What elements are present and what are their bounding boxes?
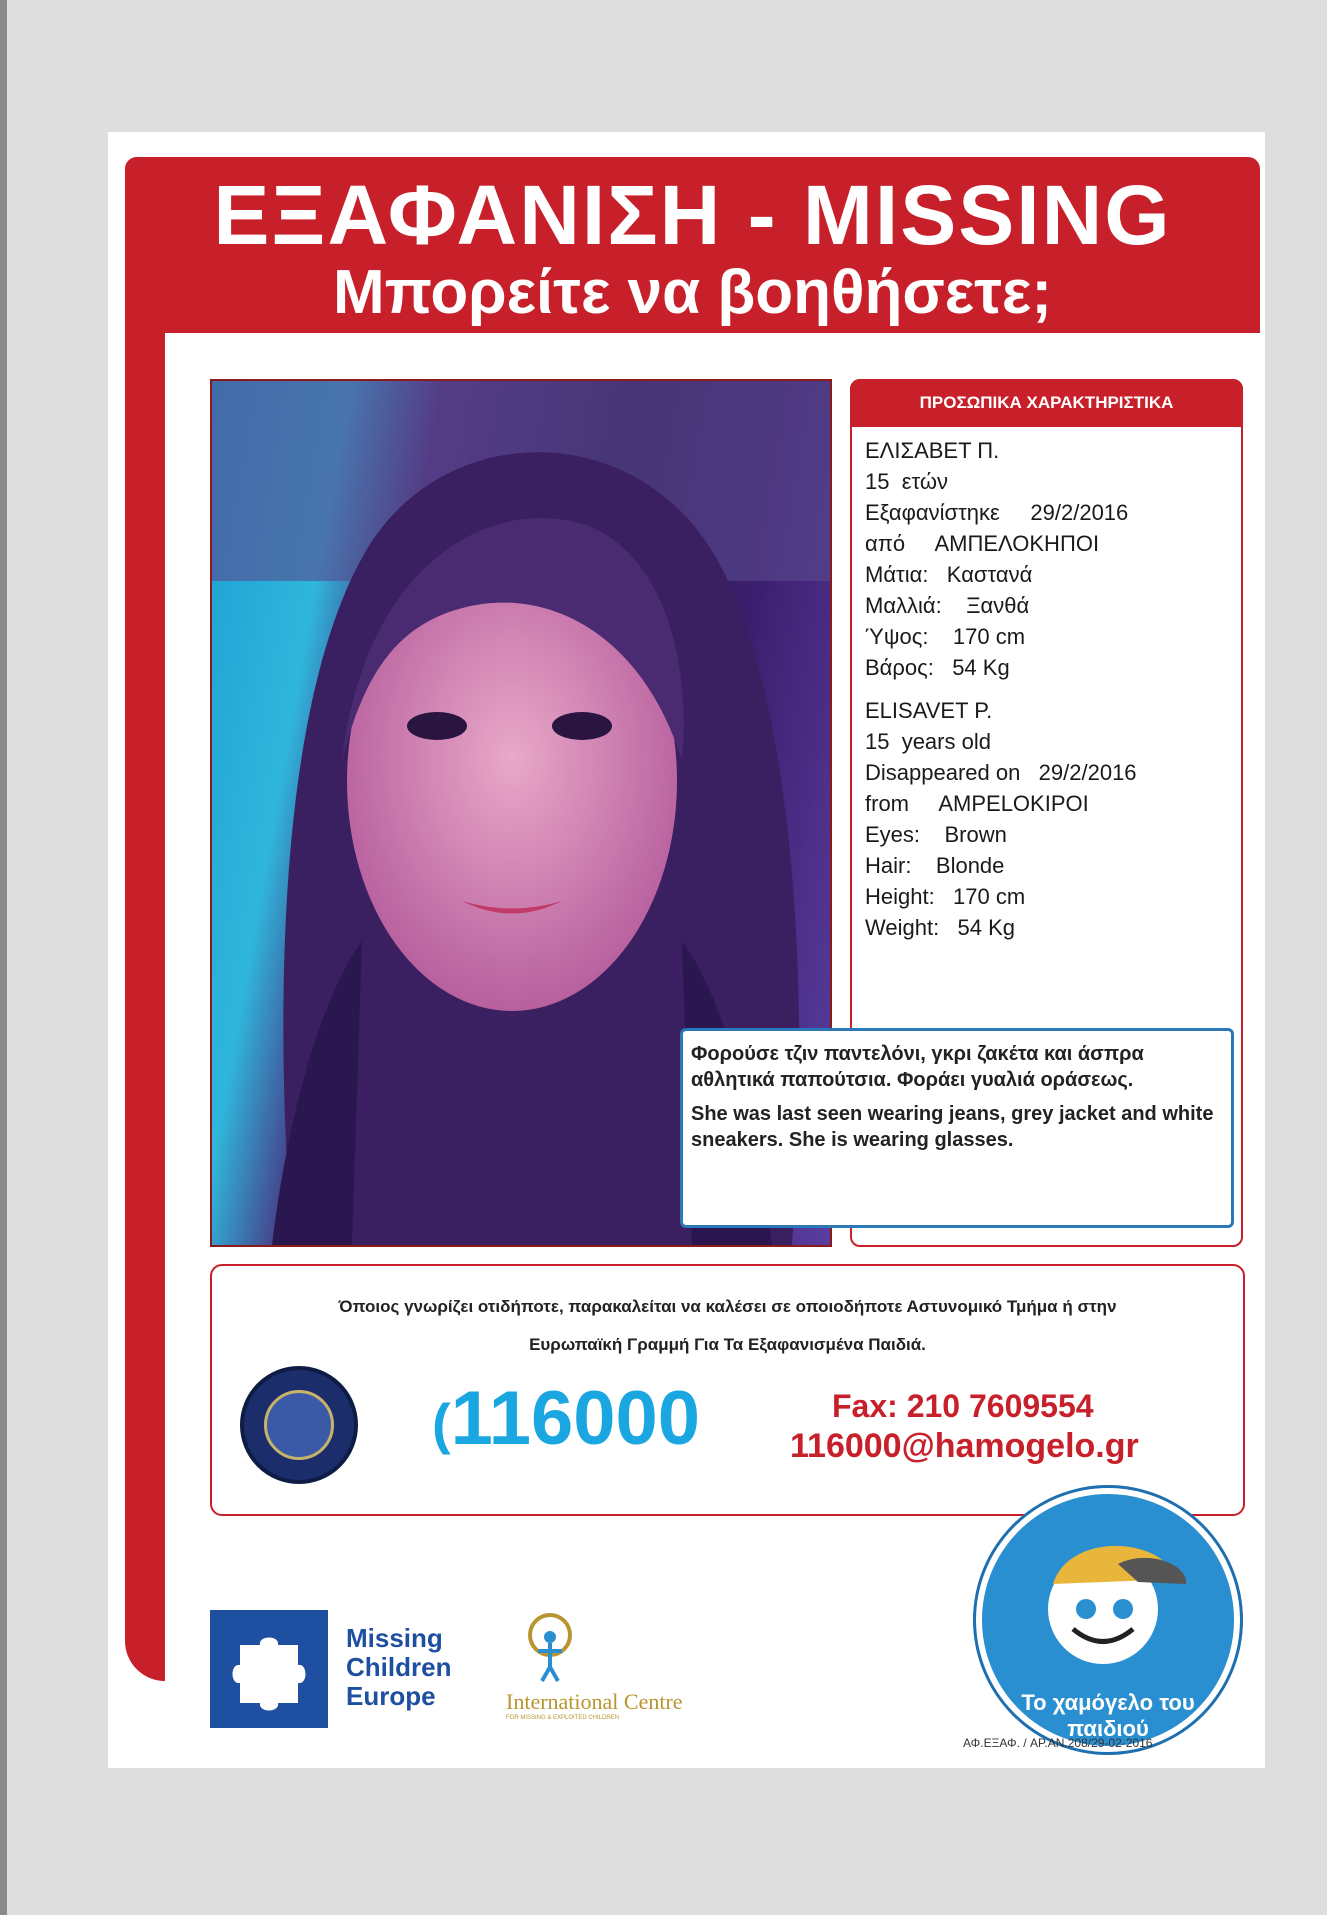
greek-eyes: Μάτια: Καστανά (865, 562, 1033, 587)
english-from: from AMPELOKIPOI (865, 791, 1089, 816)
greek-hair: Μαλλιά: Ξανθά (865, 593, 1030, 618)
email-address[interactable]: 116000@hamogelo.gr (790, 1427, 1139, 1465)
english-age: 15 years old (865, 729, 991, 754)
contact-line-2: Ευρωπαϊκή Γραμμή Για Τα Εξαφανισμένα Παιδιά. (529, 1335, 926, 1354)
personal-details-list (865, 435, 1235, 943)
police-shield-icon (264, 1390, 334, 1460)
greek-from: από ΑΜΠΕΛΟΚΗΠΟΙ (865, 531, 1100, 556)
fax-number: Fax: 210 7609554 (832, 1388, 1094, 1424)
clothing-description-english: She was last seen wearing jeans, grey jacket and white sneakers. She is wearing glasses. (691, 1103, 1214, 1151)
greek-age: 15 ετών (865, 469, 949, 494)
mce-line-3: Europe (346, 1681, 436, 1711)
phone-icon: ( (432, 1391, 451, 1455)
poster-title: ΕΞΑΦΑΝΙΣΗ - MISSING (213, 168, 1172, 262)
contact-panel (210, 1264, 1245, 1516)
icmec-subtitle: FOR MISSING & EXPLOITED CHILDREN (506, 1715, 620, 1721)
greek-disappeared: Εξαφανίστηκε 29/2/2016 (865, 500, 1129, 525)
greek-height: Ύψος: 170 cm (865, 624, 1026, 649)
hamogelo-logo (976, 1488, 1240, 1752)
english-disappeared: Disappeared on 29/2/2016 (865, 760, 1137, 785)
english-hair: Hair: Blonde (865, 853, 1005, 878)
english-eyes: Eyes: Brown (865, 822, 1007, 847)
greek-name: ΕΛΙΣΑΒΕΤ Π. (865, 438, 1000, 463)
english-height: Height: 170 cm (865, 884, 1026, 909)
red-frame-left (125, 157, 165, 1681)
icmec-name: International Centre (506, 1689, 683, 1714)
contact-instructions (212, 1288, 1243, 1364)
poster-subtitle: Μπορείτε να βοηθήσετε; (333, 258, 1052, 327)
mce-line-2: Children (346, 1652, 452, 1682)
english-name: ELISAVET P. (865, 698, 993, 723)
greek-weight: Βάρος: 54 Kg (865, 655, 1010, 680)
english-weight: Weight: 54 Kg (865, 915, 1016, 940)
smiling-child-icon (1028, 1524, 1188, 1674)
clothing-description-greek: Φορούσε τζιν παντελόνι, γκρι ζακέτα και άσπρα αθλητικά παπούτσια. Φοράει γυαλιά οράσεως. (691, 1043, 1144, 1091)
reference-number: ΑΦ.ΕΞΑΦ. / AP.AN.208/29-02-2016 (963, 1736, 1153, 1750)
mce-line-1: Missing (346, 1623, 443, 1653)
clothing-description (680, 1028, 1234, 1228)
hotline-number[interactable] (432, 1376, 701, 1461)
puzzle-logo-icon (210, 1610, 328, 1728)
hotline-digits: 116000 (450, 1376, 701, 1461)
hamogelo-name: Το χαμόγελο του παιδιού (1021, 1690, 1195, 1741)
hellenic-police-emblem (240, 1366, 358, 1484)
missing-poster (108, 132, 1265, 1768)
poster-header (125, 157, 1260, 333)
personal-details-heading: ΠΡΟΣΩΠΙΚΑ ΧΑΡΑΚΤΗΡΙΣΤΙΚΑ (850, 379, 1243, 427)
icmec-globe-icon (518, 1607, 588, 1687)
left-edge-bar (0, 0, 7, 1915)
missing-children-europe-logo (346, 1624, 451, 1711)
puzzle-piece-icon (210, 1610, 328, 1728)
contact-line-1: Όποιος γνωρίζει οτιδήποτε, παρακαλείται να καλέσει σε οποιοδήποτε Αστυνομικό Τμήμα ή στην (338, 1297, 1117, 1316)
